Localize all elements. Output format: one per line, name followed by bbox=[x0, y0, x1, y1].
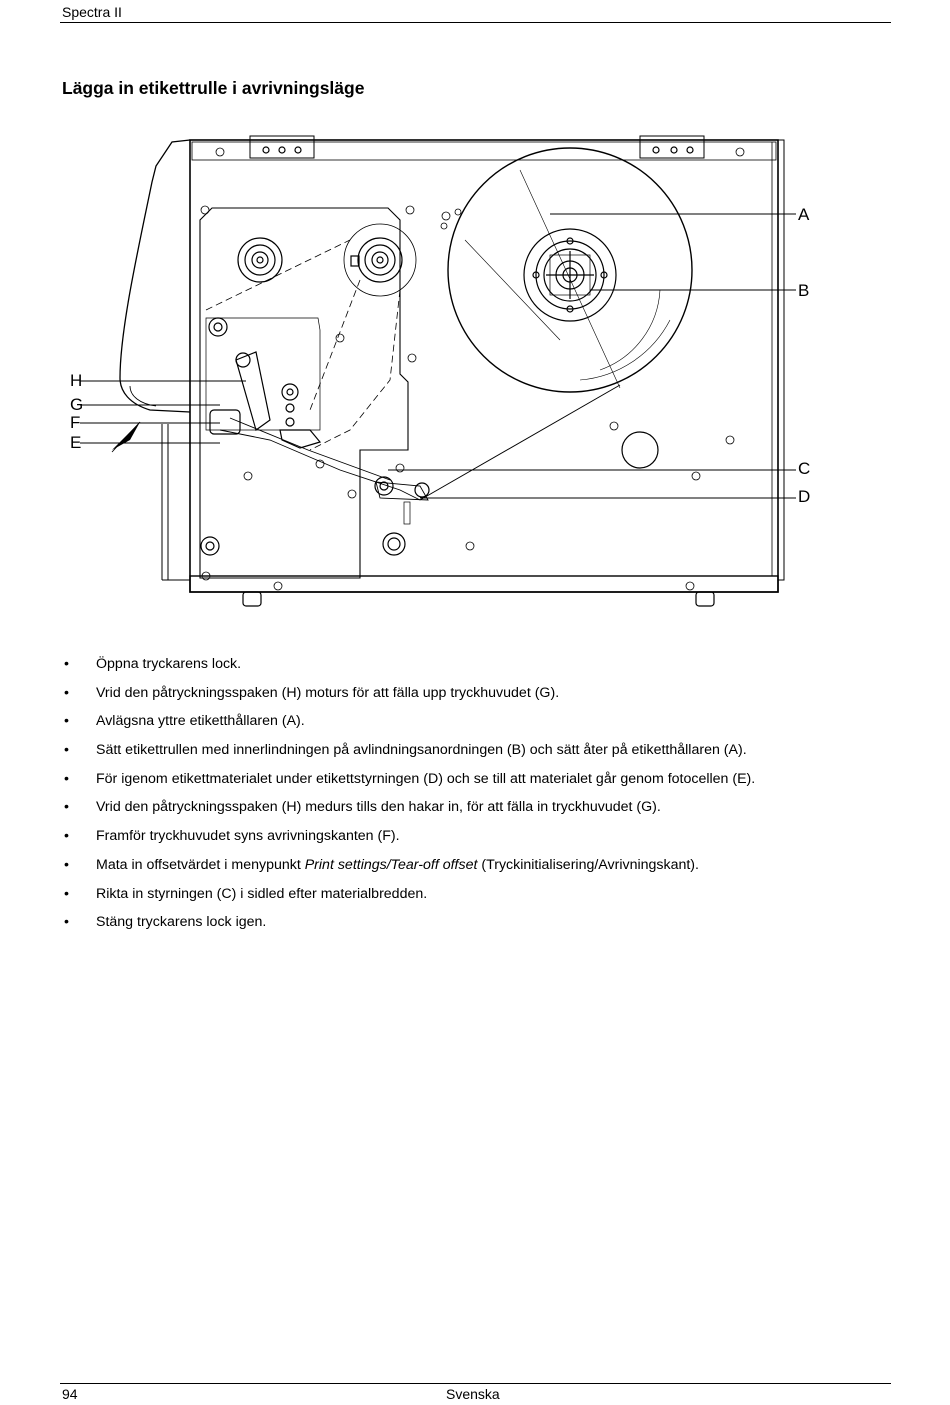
print-head-assembly bbox=[209, 318, 420, 500]
section-title: Lägga in etikettrulle i avrivningsläge bbox=[62, 78, 365, 98]
callout-label: D bbox=[798, 487, 811, 506]
ribbon-supply-spindle bbox=[238, 238, 282, 282]
list-item: • Avlägsna yttre etiketthållaren (A). bbox=[64, 713, 305, 730]
bullet: • bbox=[64, 684, 69, 701]
list-item: • Öppna tryckarens lock. bbox=[64, 656, 242, 672]
ribbon-rewind-spindle bbox=[344, 224, 416, 296]
list-item: • Framför tryckhuvudet syns avrivningskanten (F). bbox=[64, 828, 400, 845]
bullet: • bbox=[64, 828, 69, 845]
sensor-opening bbox=[622, 432, 658, 468]
callout-label: C bbox=[798, 459, 811, 478]
list-item: • Sätt etikettrullen med innerlindningen på avlindningsanordningen (B) och sätt åter på etiketthållaren (A). bbox=[64, 742, 747, 759]
front-cover bbox=[120, 140, 190, 412]
bullet: • bbox=[64, 885, 69, 902]
bullet: • bbox=[64, 914, 69, 931]
list-item: • Vrid den påtryckningsspaken (H) medurs tills den hakar in, för att fälla in tryckhuvudet (G). bbox=[64, 799, 661, 816]
callout-label: G bbox=[70, 395, 84, 414]
printer-diagram bbox=[60, 130, 892, 610]
bullet: • bbox=[64, 713, 69, 730]
instruction-list bbox=[62, 656, 755, 943]
bullet: • bbox=[64, 799, 69, 816]
callout-label: B bbox=[798, 281, 810, 300]
menu-path: Print settings/Tear-off offset bbox=[304, 856, 478, 873]
bullet: • bbox=[64, 770, 69, 787]
list-item: • Vrid den påtryckningsspaken (H) moturs för att fälla upp tryckhuvudet (G). bbox=[64, 684, 560, 701]
callout-label: F bbox=[70, 413, 81, 432]
footer-rule bbox=[60, 1383, 891, 1384]
bullet: • bbox=[64, 656, 69, 672]
bullet: • bbox=[64, 856, 69, 873]
list-item: • Stäng tryckarens lock igen. bbox=[64, 914, 267, 931]
bullet: • bbox=[64, 742, 69, 759]
label-roll bbox=[448, 148, 692, 392]
callout-label: H bbox=[70, 371, 83, 390]
callout-label: E bbox=[70, 433, 82, 452]
header-rule bbox=[60, 22, 891, 23]
list-item: • Rikta in styrningen (C) i sidled efter materialbredden. bbox=[64, 885, 428, 902]
list-item: • Mata in offsetvärdet i menypunkt Print settings/Tear-off offset (Tryckinitialisering/Avrivningskant). bbox=[64, 856, 699, 873]
list-item: • För igenom etikettmaterialet under etikettstyrningen (D) och se till att materialet går genom fotocellen (E). bbox=[64, 770, 756, 787]
mechanism-plate bbox=[200, 208, 408, 578]
callout-label: A bbox=[798, 205, 810, 224]
running-header: Spectra II bbox=[62, 4, 122, 20]
footer-language: Svenska bbox=[446, 1386, 500, 1402]
page-number: 94 bbox=[62, 1386, 78, 1402]
